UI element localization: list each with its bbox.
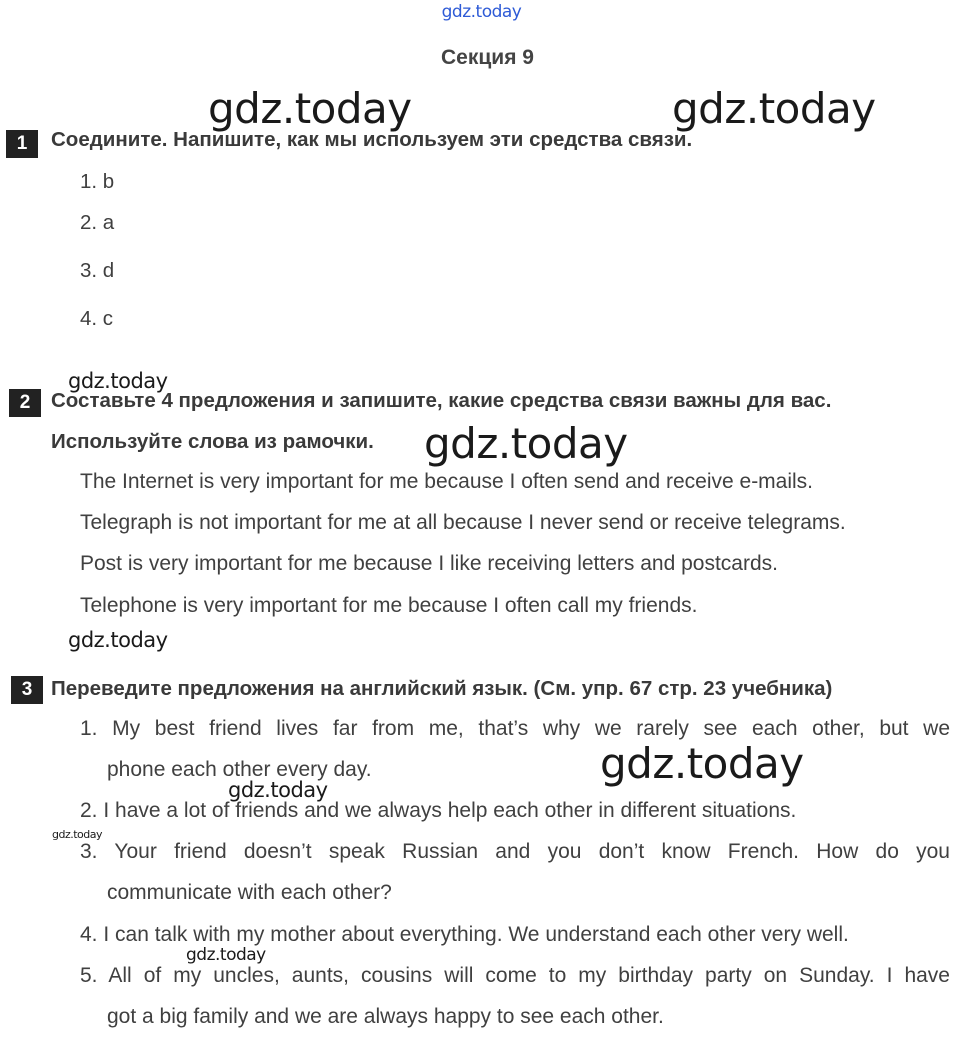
list-item: 2. a	[80, 211, 115, 234]
page-title: Секция 9	[441, 46, 534, 69]
answer-line: Telegraph is not important for me at all because I never send or receive telegrams.	[80, 511, 846, 534]
answer-line: communicate with each other?	[107, 881, 392, 904]
section-heading: Используйте слова из рамочки.	[51, 430, 374, 453]
list-item: 3. d	[80, 259, 115, 282]
watermark: gdz.today	[672, 84, 876, 133]
answer-line: phone each other every day.	[107, 758, 372, 781]
watermark: gdz.today	[420, 419, 632, 468]
answer-line: got a big family and we are always happy to see each other.	[107, 1005, 664, 1028]
section-number-badge: 3	[11, 676, 43, 704]
answer-line: 4. I can talk with my mother about everything. We understand each other very well.	[80, 923, 849, 946]
watermark: gdz.today	[68, 628, 168, 652]
watermark: gdz.today	[208, 84, 412, 133]
watermark: gdz.today	[186, 945, 266, 965]
section-number-badge: 1	[6, 130, 38, 158]
section-heading: Составьте 4 предложения и запишите, какие средства связи важны для вас.	[51, 389, 832, 412]
watermark: gdz.today	[52, 828, 103, 841]
answer-line: The Internet is very important for me because I often send and receive e-mails.	[80, 470, 814, 493]
answer-line: 1. My best friend lives far from me, that’s why we rarely see each other, but we	[80, 717, 950, 740]
watermark: gdz.today	[600, 739, 804, 788]
answer-line: Telephone is very important for me because I often call my friends.	[80, 594, 698, 617]
watermark-top: gdz.today	[441, 2, 522, 22]
section-number-badge: 2	[9, 389, 41, 417]
watermark: gdz.today	[228, 778, 328, 802]
watermark: gdz.today	[68, 369, 168, 393]
section-heading: Соедините. Напишите, как мы используем эти средства связи.	[51, 128, 693, 151]
answer-line: Post is very important for me because I like receiving letters and postcards.	[80, 552, 778, 575]
answer-line: 3. Your friend doesn’t speak Russian and you don’t know French. How do you	[80, 840, 950, 863]
list-item: 1. b	[80, 170, 115, 193]
answer-line: 5. All of my uncles, aunts, cousins will come to my birthday party on Sunday. I have	[80, 964, 950, 987]
list-item: 4. c	[80, 307, 114, 330]
answer-line: 2. I have a lot of friends and we always help each other in different situations.	[80, 799, 797, 822]
section-heading: Переведите предложения на английский язык. (См. упр. 67 стр. 23 учебника)	[51, 677, 833, 700]
